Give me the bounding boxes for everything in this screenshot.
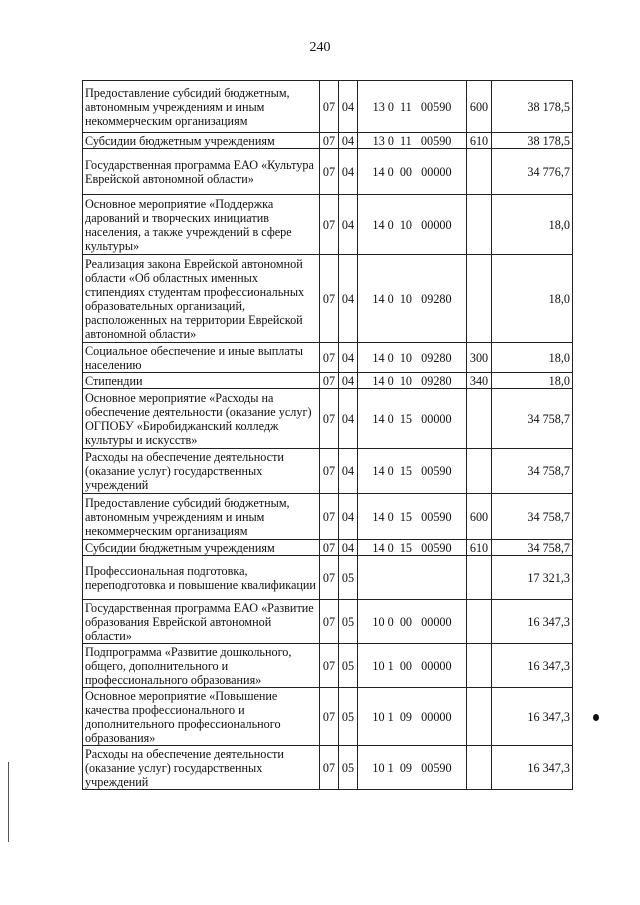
row-expense-type-cell xyxy=(467,688,492,746)
table-row xyxy=(83,195,573,255)
row-subsection-cell: 04 xyxy=(339,389,358,449)
row-section-cell: 07 xyxy=(320,688,339,746)
row-amount-cell: 17 321,3 xyxy=(492,556,573,600)
row-amount-cell: 18,0 xyxy=(492,373,573,389)
row-subsection-cell: 05 xyxy=(339,746,358,790)
row-name-cell: Социальное обеспечение и иные выплаты населению xyxy=(83,343,320,373)
row-subsection-cell: 04 xyxy=(339,343,358,373)
row-name-cell: Профессиональная подготовка, переподготовка и повышение квалификации xyxy=(83,556,320,600)
row-name-cell: Реализация закона Еврейской автономной области «Об областных именных стипендиях студентам профессиональных образовательных организаций, расположенных на территории Еврейской автономной области» xyxy=(83,255,320,343)
row-target-code-cell: 10 1 09 00000 xyxy=(358,688,467,746)
table-row xyxy=(83,556,573,600)
table-row xyxy=(83,746,573,790)
table-row xyxy=(83,449,573,494)
table-row xyxy=(83,389,573,449)
table-row xyxy=(83,81,573,133)
row-amount-cell: 16 347,3 xyxy=(492,746,573,790)
row-amount-cell: 38 178,5 xyxy=(492,81,573,133)
row-amount-cell: 34 758,7 xyxy=(492,540,573,556)
row-expense-type-cell: 610 xyxy=(467,540,492,556)
row-expense-type-cell: 600 xyxy=(467,81,492,133)
row-amount-cell: 16 347,3 xyxy=(492,600,573,644)
row-amount-cell: 34 776,7 xyxy=(492,149,573,195)
row-target-code-cell: 10 0 00 00000 xyxy=(358,600,467,644)
row-expense-type-cell xyxy=(467,195,492,255)
row-section-cell: 07 xyxy=(320,195,339,255)
row-subsection-cell: 04 xyxy=(339,81,358,133)
table-row xyxy=(83,688,573,746)
row-subsection-cell: 05 xyxy=(339,600,358,644)
row-section-cell: 07 xyxy=(320,255,339,343)
row-section-cell: 07 xyxy=(320,494,339,540)
row-section-cell: 07 xyxy=(320,600,339,644)
row-target-code-cell: 10 1 00 00000 xyxy=(358,644,467,688)
row-section-cell: 07 xyxy=(320,540,339,556)
row-target-code-cell: 14 0 15 00590 xyxy=(358,449,467,494)
row-section-cell: 07 xyxy=(320,746,339,790)
row-name-cell: Субсидии бюджетным учреждениям xyxy=(83,540,320,556)
row-subsection-cell: 04 xyxy=(339,449,358,494)
row-subsection-cell: 05 xyxy=(339,644,358,688)
row-expense-type-cell xyxy=(467,746,492,790)
row-name-cell: Предоставление субсидий бюджетным, автономным учреждениям и иным некоммерческим организациям xyxy=(83,81,320,133)
row-expense-type-cell: 340 xyxy=(467,373,492,389)
row-section-cell: 07 xyxy=(320,556,339,600)
row-subsection-cell: 04 xyxy=(339,373,358,389)
row-amount-cell: 18,0 xyxy=(492,255,573,343)
table-row xyxy=(83,373,573,389)
row-amount-cell: 34 758,7 xyxy=(492,494,573,540)
row-name-cell: Основное мероприятие «Поддержка дарований и творческих инициатив населения, а также учреждений в сфере культуры» xyxy=(83,195,320,255)
row-section-cell: 07 xyxy=(320,343,339,373)
row-expense-type-cell xyxy=(467,255,492,343)
table-row xyxy=(83,644,573,688)
row-amount-cell: 34 758,7 xyxy=(492,389,573,449)
row-section-cell: 07 xyxy=(320,389,339,449)
table-row xyxy=(83,149,573,195)
row-subsection-cell: 04 xyxy=(339,494,358,540)
row-name-cell: Основное мероприятие «Повышение качества профессионального и дополнительного профессионального образования» xyxy=(83,688,320,746)
row-subsection-cell: 04 xyxy=(339,133,358,149)
row-expense-type-cell xyxy=(467,449,492,494)
scan-mark xyxy=(593,714,599,721)
row-expense-type-cell xyxy=(467,149,492,195)
row-name-cell: Расходы на обеспечение деятельности (оказание услуг) государственных учреждений xyxy=(83,449,320,494)
row-name-cell: Стипендии xyxy=(83,373,320,389)
table-row xyxy=(83,255,573,343)
row-section-cell: 07 xyxy=(320,644,339,688)
row-name-cell: Предоставление субсидий бюджетным, автономным учреждениям и иным некоммерческим организациям xyxy=(83,494,320,540)
table-row xyxy=(83,494,573,540)
row-expense-type-cell: 600 xyxy=(467,494,492,540)
table-row xyxy=(83,600,573,644)
table-row xyxy=(83,133,573,149)
row-amount-cell: 18,0 xyxy=(492,195,573,255)
row-name-cell: Подпрограмма «Развитие дошкольного, общего, дополнительного и профессионального образования» xyxy=(83,644,320,688)
row-expense-type-cell xyxy=(467,600,492,644)
row-section-cell: 07 xyxy=(320,373,339,389)
row-amount-cell: 16 347,3 xyxy=(492,644,573,688)
row-name-cell: Субсидии бюджетным учреждениям xyxy=(83,133,320,149)
row-subsection-cell: 04 xyxy=(339,149,358,195)
row-name-cell: Государственная программа ЕАО «Культура Еврейской автономной области» xyxy=(83,149,320,195)
row-section-cell: 07 xyxy=(320,133,339,149)
row-subsection-cell: 05 xyxy=(339,688,358,746)
row-target-code-cell: 14 0 15 00590 xyxy=(358,540,467,556)
row-subsection-cell: 04 xyxy=(339,255,358,343)
row-target-code-cell: 14 0 10 00000 xyxy=(358,195,467,255)
row-subsection-cell: 05 xyxy=(339,556,358,600)
row-section-cell: 07 xyxy=(320,149,339,195)
row-target-code-cell: 10 1 09 00590 xyxy=(358,746,467,790)
row-section-cell: 07 xyxy=(320,449,339,494)
row-name-cell: Расходы на обеспечение деятельности (оказание услуг) государственных учреждений xyxy=(83,746,320,790)
row-target-code-cell: 13 0 11 00590 xyxy=(358,133,467,149)
row-target-code-cell: 14 0 00 00000 xyxy=(358,149,467,195)
row-section-cell: 07 xyxy=(320,81,339,133)
table-row xyxy=(83,343,573,373)
row-target-code-cell: 14 0 10 09280 xyxy=(358,373,467,389)
row-expense-type-cell xyxy=(467,389,492,449)
budget-table xyxy=(82,80,573,790)
row-subsection-cell: 04 xyxy=(339,540,358,556)
table-row xyxy=(83,540,573,556)
row-name-cell: Основное мероприятие «Расходы на обеспечение деятельности (оказание услуг) ОГПОБУ «Биробиджанский колледж культуры и искусств» xyxy=(83,389,320,449)
row-amount-cell: 38 178,5 xyxy=(492,133,573,149)
row-amount-cell: 18,0 xyxy=(492,343,573,373)
row-expense-type-cell: 300 xyxy=(467,343,492,373)
row-target-code-cell: 14 0 10 09280 xyxy=(358,255,467,343)
row-target-code-cell: 14 0 15 00590 xyxy=(358,494,467,540)
row-amount-cell: 34 758,7 xyxy=(492,449,573,494)
row-target-code-cell: 14 0 10 09280 xyxy=(358,343,467,373)
page-number: 240 xyxy=(309,40,331,55)
budget-table-body xyxy=(83,81,573,790)
row-name-cell: Государственная программа ЕАО «Развитие образования Еврейской автономной области» xyxy=(83,600,320,644)
row-expense-type-cell xyxy=(467,556,492,600)
row-subsection-cell: 04 xyxy=(339,195,358,255)
row-target-code-cell: 13 0 11 00590 xyxy=(358,81,467,133)
margin-line xyxy=(8,762,9,842)
row-expense-type-cell: 610 xyxy=(467,133,492,149)
row-expense-type-cell xyxy=(467,644,492,688)
row-target-code-cell xyxy=(358,556,467,600)
row-target-code-cell: 14 0 15 00000 xyxy=(358,389,467,449)
row-amount-cell: 16 347,3 xyxy=(492,688,573,746)
